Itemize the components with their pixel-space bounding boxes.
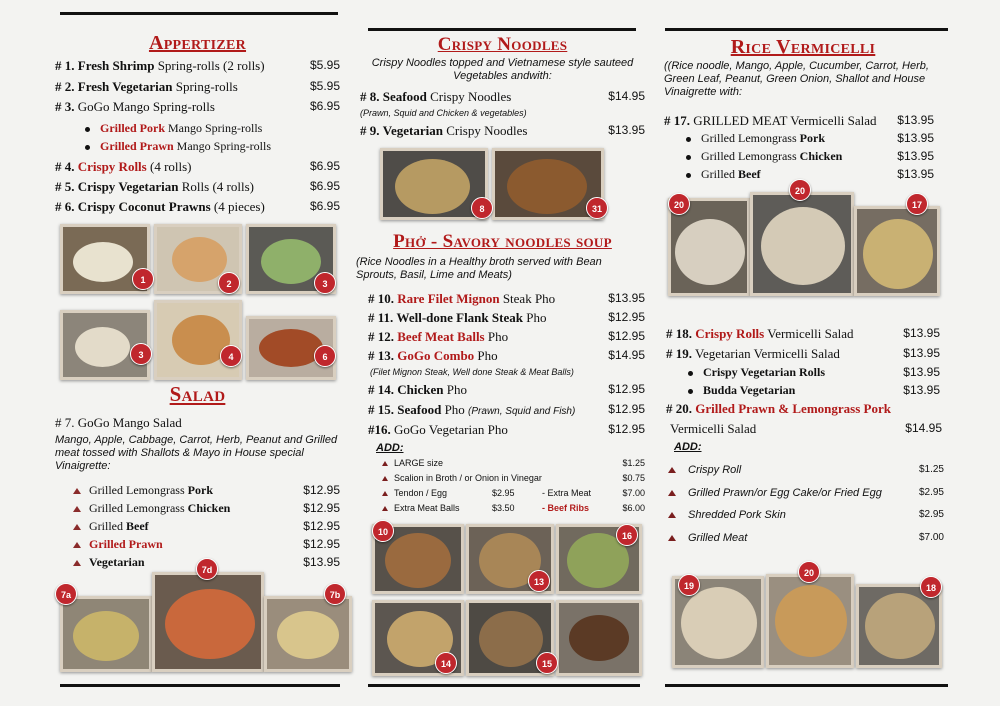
badge-31: 31	[586, 197, 608, 219]
menu-item-6: # 6. Crispy Coconut Prawns (4 pieces) $6.95	[55, 199, 340, 214]
salad-description: Mango, Apple, Cabbage, Carrot, Herb, Peanut and Grilled meat tossed with Shallots & Mayo in House special Vinaigrette:	[55, 434, 338, 472]
combo-note: (Filet Mignon Steak, Well done Steak & Meat Balls)	[370, 367, 574, 377]
badge-19: 19	[678, 574, 700, 596]
pho-add-title: ADD:	[376, 442, 404, 454]
pho-add-scallion: Scalion in Broth / or Onion in Vinegar $0.75	[382, 473, 645, 483]
badge-8: 8	[471, 197, 493, 219]
photo-salad-7b	[264, 596, 352, 672]
menu-item-11: # 11. Well-done Flank Steak Pho $12.95	[368, 310, 645, 325]
pho-add-large: LARGE size $1.25	[382, 458, 645, 468]
menu-item-2: # 2. Fresh Vegetarian Spring-rolls $5.95	[55, 79, 340, 94]
photo-beef-ribs	[556, 600, 642, 676]
crispy-noodles-description: Crispy Noodles topped and Vietnamese style sauteed Vegetables andwith:	[371, 57, 634, 82]
sub-item-17-pork: Grilled Lemongrass Pork $13.95	[686, 131, 948, 146]
badge-7b: 7b	[324, 583, 346, 605]
badge-13: 13	[528, 570, 550, 592]
menu-item-20-line2: Vermicelli Salad $14.95	[670, 421, 942, 436]
salad-heading: Salad	[169, 382, 226, 406]
badge-4: 4	[220, 345, 242, 367]
menu-item-3: # 3. GoGo Mango Spring-rolls $6.95	[55, 99, 340, 114]
salad-option-beef: Grilled Beef $12.95	[73, 519, 340, 534]
pho-heading: Phở - Savory noodles soup	[393, 231, 612, 252]
sub-item-17-beef: Grilled Beef $13.95	[686, 167, 948, 182]
sub-item-grilled-pork: Grilled Pork Mango Spring-rolls	[85, 121, 340, 136]
photo-vermicelli-20c	[766, 574, 854, 668]
badge-17: 17	[906, 193, 928, 215]
salad-option-pork: Grilled Lemongrass Pork $12.95	[73, 483, 340, 498]
badge-2: 2	[218, 272, 240, 294]
badge-6: 6	[314, 345, 336, 367]
badge-14: 14	[435, 652, 457, 674]
menu-item-8: # 8. Seafood Crispy Noodles $14.95	[360, 89, 645, 104]
badge-7d: 7d	[196, 558, 218, 580]
rice-add-title: ADD:	[674, 441, 702, 453]
photo-salad-7a	[60, 596, 152, 672]
menu-item-17: # 17. GRILLED MEAT Vermicelli Salad $13.95	[664, 113, 934, 128]
menu-item-5: # 5. Crispy Vegetarian Rolls (4 rolls) $6.95	[55, 179, 340, 194]
menu-item-12: # 12. Beef Meat Balls Pho $12.95	[368, 329, 645, 344]
badge-18: 18	[920, 576, 942, 598]
rice-add-prawn-egg: Grilled Prawn/or Egg Cake/or Fried Egg $2.95	[668, 487, 948, 499]
salad-option-chicken: Grilled Lemongrass Chicken $12.95	[73, 501, 340, 516]
rice-add-pork-skin: Shredded Pork Skin $2.95	[668, 509, 948, 521]
crispy-noodles-heading: Crispy Noodles	[437, 34, 568, 55]
badge-16: 16	[616, 524, 638, 546]
badge-20-center: 20	[789, 179, 811, 201]
rice-vermicelli-description: ((Rice noodle, Mango, Apple, Cucumber, Carrot, Herb, Green Leaf, Peanut, Green Onion, Shallot and House Vinaigrette with:	[664, 60, 929, 98]
badge-20-bottom: 20	[798, 561, 820, 583]
menu-item-4: # 4. Crispy Rolls (4 rolls) $6.95	[55, 159, 340, 174]
menu-item-13: # 13. GoGo Combo Pho $14.95	[368, 348, 645, 363]
appetizer-heading: Appertizer	[148, 32, 247, 54]
badge-1: 1	[132, 268, 154, 290]
menu-item-1: # 1. Fresh Shrimp Spring-rolls (2 rolls) $5.95	[55, 58, 340, 73]
badge-15: 15	[536, 652, 558, 674]
menu-item-16: #16. GoGo Vegetarian Pho $12.95	[368, 422, 645, 437]
sub-item-19-budda: Budda Vegetarian $13.95	[688, 383, 948, 398]
menu-item-18: # 18. Crispy Rolls Vermicelli Salad $13.95	[666, 326, 940, 341]
badge-20-left: 20	[668, 193, 690, 215]
rice-vermicelli-heading: Rice Vermicelli	[730, 36, 876, 58]
menu-item-7: # 7. GoGo Mango Salad	[55, 415, 182, 430]
pho-add-tendon: Tendon / Egg $2.95 - Extra Meat $7.00	[382, 488, 645, 498]
seafood-note: (Prawn, Squid and Chicken & vegetables)	[360, 108, 527, 118]
sub-item-grilled-prawn: Grilled Prawn Mango Spring-rolls	[85, 139, 340, 154]
menu-item-9: # 9. Vegetarian Crispy Noodles $13.95	[360, 123, 645, 138]
sub-item-17-chicken: Grilled Lemongrass Chicken $13.95	[686, 149, 948, 164]
salad-option-vegetarian: Vegetarian $13.95	[73, 555, 340, 570]
menu-item-10: # 10. Rare Filet Mignon Steak Pho $13.95	[368, 291, 645, 306]
menu-item-14: # 14. Chicken Pho $12.95	[368, 382, 645, 397]
menu-item-15: # 15. Seafood Pho (Prawn, Squid and Fish) $12.95	[368, 402, 645, 417]
badge-3: 3	[314, 272, 336, 294]
badge-10: 10	[372, 520, 394, 542]
badge-7a: 7a	[55, 583, 77, 605]
rice-add-crispy-roll: Crispy Roll $1.25	[668, 464, 948, 476]
menu-item-19: # 19. Vegetarian Vermicelli Salad $13.95	[666, 346, 940, 361]
photo-salad-7d	[152, 572, 264, 672]
badge-3b: 3	[130, 343, 152, 365]
rice-add-grilled-meat: Grilled Meat $7.00	[668, 532, 948, 544]
menu-item-20: # 20. Grilled Prawn & Lemongrass Pork	[666, 401, 891, 416]
pho-description: (Rice Noodles in a Healthy broth served with Bean Sprouts, Basil, Lime and Meats)	[356, 256, 602, 281]
sub-item-19-crispy-veg: Crispy Vegetarian Rolls $13.95	[688, 365, 948, 380]
salad-option-prawn: Grilled Prawn $12.95	[73, 537, 340, 552]
pho-add-meatballs: Extra Meat Balls $3.50 - Beef Ribs $6.00	[382, 503, 645, 513]
